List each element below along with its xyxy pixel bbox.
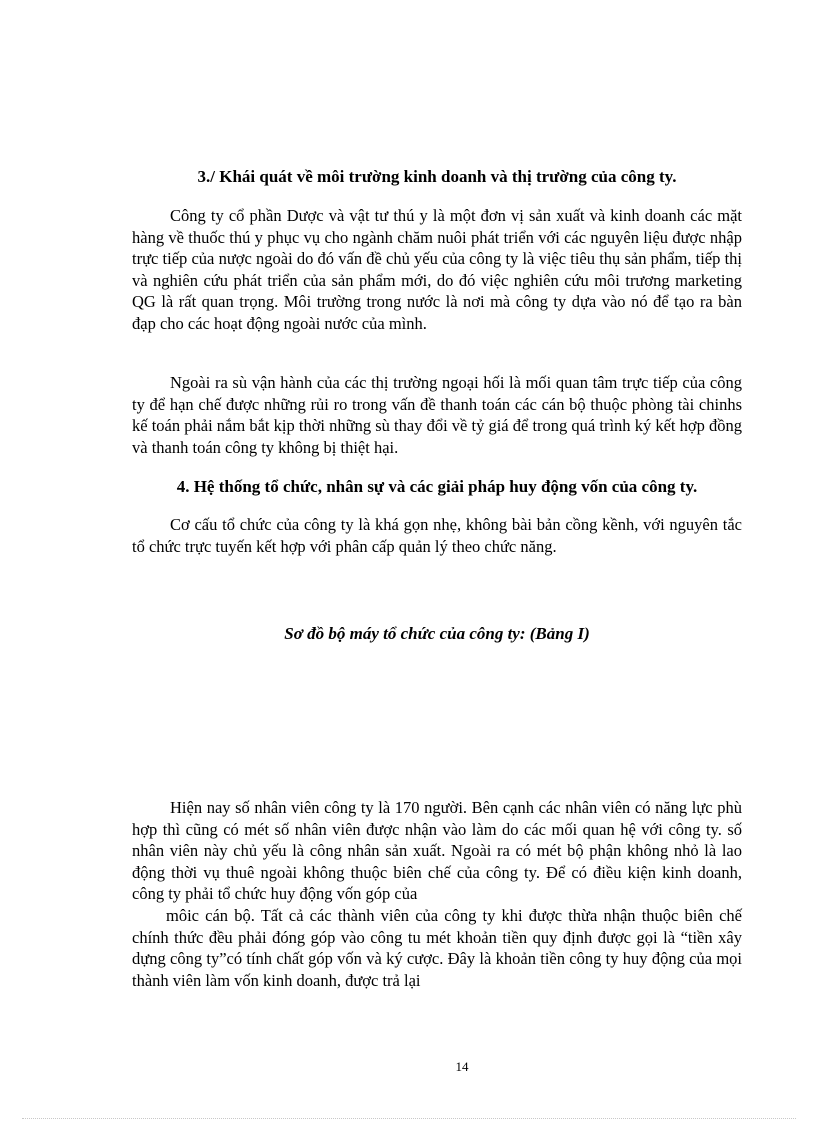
org-chart-caption: Sơ đồ bộ máy tổ chức của công ty: (Bảng I)	[284, 624, 590, 643]
section-4-paragraph: Cơ cấu tổ chức của công ty là khá gọn nhẹ, không bài bản cồng kềnh, với nguyên tắc tổ chức trực tuyến kết hợp với phân cấp quản lý theo chức năng.	[132, 515, 742, 556]
page-number: 14	[455, 1059, 469, 1074]
section-3-heading: 3./ Khái quát về môi trường kinh doanh và thị trường của công ty.	[197, 167, 677, 186]
section-4-heading: 4. Hệ thống tổ chức, nhân sự và các giải pháp huy động vốn của công ty.	[176, 477, 698, 496]
section-3-paragraph-1: Công ty cổ phần Dược và vật tư thú y là một đơn vị sản xuất và kinh doanh các mặt hàng về thuốc thú y phục vụ cho ngành chăm nuôi phát triển với các nguyên liệu được nhập trực tiếp của nược ngoài do đó vấn đề chủ yếu của công ty là việc tiêu thụ sản phẩm, tiếp thị và nghiên cứu phát triển của sản phẩm mới, do đó việc nghiên cứu môi trương marketing QG là rất quan trọng. Môi trường trong nước là nơi mà công ty dựa vào nó để tạo ra bàn đạp cho các hoạt động ngoài nước của mình.	[132, 206, 742, 333]
staff-paragraph-continued: môic cán bộ. Tất cả các thành viên của công ty khi được thừa nhận thuộc biên chế chính thức đều phải đóng góp vào công tu mét khoản tiền quy định được gọi là “tiền xây dựng công ty”có tính chất góp vốn và ký cược. Đây là khoản tiền công ty huy động của mọi thành viên làm vốn kinh doanh, được trả lại	[132, 906, 742, 990]
staff-paragraph: Hiện nay số nhân viên công ty là 170 người. Bên cạnh các nhân viên có năng lực phù hợp thì cũng có mét số nhân viên được nhận vào làm do các mối quan hệ với công ty. số nhân viên này chủ yếu là công nhân sản xuất. Ngoài ra có mét bộ phận không nhỏ là lao động thời vụ thuê ngoài không thuộc biên chế của công ty. Để có điều kiện kinh doanh, công ty phải tổ chức huy động vốn góp của	[132, 798, 742, 903]
section-3-paragraph-2: Ngoài ra sù vận hành của các thị trường ngoại hối là mối quan tâm trực tiếp của công ty để hạn chế được những rủi ro trong vấn đề thanh toán các cán bộ thuộc phòng tài chinhs kế toán phải nắm bắt kịp thời những sù thay đổi về tỷ giá để trong quá trình ký kết hợp đồng và thanh toán công ty không bị thiệt hại.	[132, 373, 742, 457]
page-bottom-border	[22, 1118, 796, 1119]
